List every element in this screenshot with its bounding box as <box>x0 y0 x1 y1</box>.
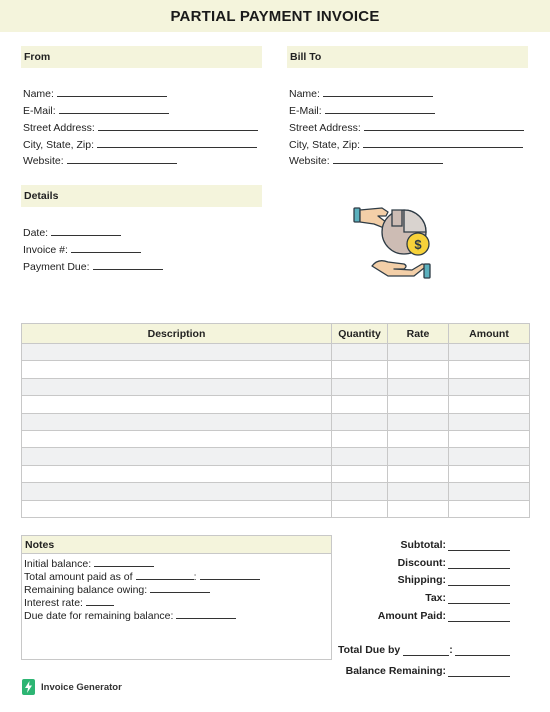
discount-input[interactable] <box>448 559 510 569</box>
shipping-row <box>330 573 510 586</box>
rate-cell[interactable] <box>388 483 449 500</box>
discount-label: Discount: <box>397 557 446 569</box>
table-row <box>22 483 530 500</box>
details-heading-label: Details <box>24 190 59 202</box>
from-street-label: Street Address: <box>23 122 95 134</box>
date-label: Date: <box>23 227 49 239</box>
subtotal-row <box>330 538 510 551</box>
amount-cell[interactable] <box>449 361 530 378</box>
total-due-input[interactable] <box>455 646 510 656</box>
col-description: Description <box>22 324 332 344</box>
from-email-label: E-Mail: <box>23 105 56 117</box>
invoice-number-field <box>23 243 141 256</box>
quantity-cell[interactable] <box>332 465 388 482</box>
subtotal-label: Subtotal: <box>400 539 446 551</box>
description-cell[interactable] <box>22 465 332 482</box>
discount-row <box>330 556 510 569</box>
description-cell[interactable] <box>22 483 332 500</box>
description-cell[interactable] <box>22 413 332 430</box>
initial-balance-line <box>24 557 154 570</box>
bill-to-name-field <box>289 87 433 100</box>
amount-cell[interactable] <box>449 430 530 447</box>
interest-rate-line <box>24 596 114 609</box>
from-email-field <box>23 104 169 117</box>
amount-cell[interactable] <box>449 378 530 395</box>
payment-due-input[interactable] <box>93 260 163 270</box>
quantity-cell[interactable] <box>332 430 388 447</box>
bill-to-email-field <box>289 104 435 117</box>
table-row <box>22 361 530 378</box>
quantity-cell[interactable] <box>332 344 388 361</box>
initial-balance-input[interactable] <box>94 557 154 567</box>
from-street-field <box>23 121 258 134</box>
from-heading <box>21 46 262 68</box>
table-row <box>22 448 530 465</box>
table-row <box>22 396 530 413</box>
remaining-balance-line <box>24 583 210 596</box>
quantity-cell[interactable] <box>332 378 388 395</box>
from-email-input[interactable] <box>59 104 169 114</box>
amount-paid-input[interactable] <box>448 612 510 622</box>
bill-to-city-label: City, State, Zip: <box>289 139 360 151</box>
bill-to-name-label: Name: <box>289 88 320 100</box>
amount-cell[interactable] <box>449 396 530 413</box>
table-row <box>22 413 530 430</box>
invoice-number-input[interactable] <box>71 243 141 253</box>
details-heading <box>21 185 262 207</box>
from-website-field <box>23 154 177 167</box>
description-cell[interactable] <box>22 448 332 465</box>
interest-rate-input[interactable] <box>86 596 114 606</box>
table-row <box>22 465 530 482</box>
total-due-date-input[interactable] <box>403 646 449 656</box>
amount-cell[interactable] <box>449 448 530 465</box>
bill-to-email-label: E-Mail: <box>289 105 322 117</box>
shipping-input[interactable] <box>448 576 510 586</box>
amount-cell[interactable] <box>449 465 530 482</box>
payment-exchange-icon <box>352 202 437 284</box>
bill-to-street-field <box>289 121 524 134</box>
quantity-cell[interactable] <box>332 483 388 500</box>
description-cell[interactable] <box>22 361 332 378</box>
table-row <box>22 344 530 361</box>
bill-to-website-field <box>289 154 443 167</box>
invoice-number-label: Invoice #: <box>23 244 68 256</box>
tax-row <box>330 591 510 604</box>
amount-cell[interactable] <box>449 500 530 517</box>
quantity-cell[interactable] <box>332 448 388 465</box>
amount-paid-label: Amount Paid: <box>377 610 446 622</box>
description-cell[interactable] <box>22 344 332 361</box>
remaining-balance-input[interactable] <box>150 583 210 593</box>
rate-cell[interactable] <box>388 378 449 395</box>
bill-to-heading-label: Bill To <box>290 51 322 63</box>
rate-cell[interactable] <box>388 344 449 361</box>
invoice-title: PARTIAL PAYMENT INVOICE <box>170 7 380 25</box>
total-paid-amount-input[interactable] <box>200 570 260 580</box>
rate-cell[interactable] <box>388 413 449 430</box>
description-cell[interactable] <box>22 430 332 447</box>
footer-brand[interactable] <box>22 679 122 695</box>
total-due-row <box>338 643 510 656</box>
due-date-input[interactable] <box>176 609 236 619</box>
amount-cell[interactable] <box>449 344 530 361</box>
total-paid-label: Total amount paid as of <box>24 571 133 583</box>
from-website-label: Website: <box>23 155 64 167</box>
bill-to-heading <box>287 46 528 68</box>
bill-to-city-field <box>289 138 523 151</box>
rate-cell[interactable] <box>388 361 449 378</box>
lightning-bolt-icon <box>22 679 35 695</box>
bill-to-city-input[interactable] <box>363 138 523 148</box>
items-header-row <box>22 324 530 344</box>
description-cell[interactable] <box>22 500 332 517</box>
bill-to-website-input[interactable] <box>333 154 443 164</box>
date-input[interactable] <box>51 226 121 236</box>
bill-to-website-label: Website: <box>289 155 330 167</box>
total-paid-line <box>24 570 260 583</box>
interest-rate-label: Interest rate: <box>24 597 83 609</box>
col-amount: Amount <box>449 324 530 344</box>
table-row <box>22 430 530 447</box>
bill-to-street-input[interactable] <box>364 121 524 131</box>
description-cell[interactable] <box>22 396 332 413</box>
shipping-label: Shipping: <box>397 574 446 586</box>
total-paid-date-input[interactable] <box>136 570 194 580</box>
amount-paid-row <box>330 609 510 622</box>
quantity-cell[interactable] <box>332 500 388 517</box>
from-name-label: Name: <box>23 88 54 100</box>
quantity-cell[interactable] <box>332 396 388 413</box>
quantity-cell[interactable] <box>332 413 388 430</box>
tax-label: Tax: <box>425 592 446 604</box>
svg-text:$: $ <box>414 237 422 252</box>
col-quantity: Quantity <box>332 324 388 344</box>
due-date-label: Due date for remaining balance: <box>24 610 174 622</box>
from-city-field <box>23 138 257 151</box>
initial-balance-label: Initial balance: <box>24 558 92 570</box>
bill-to-email-input[interactable] <box>325 104 435 114</box>
due-date-line <box>24 609 236 622</box>
total-due-label: Total Due by <box>338 644 401 656</box>
payment-due-label: Payment Due: <box>23 261 90 273</box>
amount-cell[interactable] <box>449 483 530 500</box>
total-due-colon: : <box>449 644 453 656</box>
title-bar <box>0 0 550 32</box>
from-website-input[interactable] <box>67 154 177 164</box>
rate-cell[interactable] <box>388 465 449 482</box>
notes-heading <box>22 536 331 554</box>
from-heading-label: From <box>24 51 51 63</box>
from-city-label: City, State, Zip: <box>23 139 94 151</box>
from-name-field <box>23 87 167 100</box>
bill-to-name-input[interactable] <box>323 87 433 97</box>
notes-heading-label: Notes <box>25 538 55 551</box>
bill-to-street-label: Street Address: <box>289 122 361 134</box>
notes-box <box>21 535 332 660</box>
rate-cell[interactable] <box>388 500 449 517</box>
description-cell[interactable] <box>22 378 332 395</box>
payment-due-field <box>23 260 163 273</box>
quantity-cell[interactable] <box>332 361 388 378</box>
from-city-input[interactable] <box>97 138 257 148</box>
balance-remaining-input[interactable] <box>448 667 510 677</box>
total-paid-colon: : <box>193 571 197 583</box>
subtotal-input[interactable] <box>448 541 510 551</box>
from-name-input[interactable] <box>57 87 167 97</box>
date-field <box>23 226 121 239</box>
balance-remaining-row <box>330 664 510 677</box>
col-rate: Rate <box>388 324 449 344</box>
rate-cell[interactable] <box>388 430 449 447</box>
balance-remaining-label: Balance Remaining: <box>345 665 446 677</box>
brand-name: Invoice Generator <box>41 681 122 693</box>
tax-input[interactable] <box>448 594 510 604</box>
table-row <box>22 500 530 517</box>
from-street-input[interactable] <box>98 121 258 131</box>
rate-cell[interactable] <box>388 448 449 465</box>
items-table <box>21 323 530 518</box>
amount-cell[interactable] <box>449 413 530 430</box>
remaining-balance-label: Remaining balance owing: <box>24 584 148 596</box>
table-row <box>22 378 530 395</box>
rate-cell[interactable] <box>388 396 449 413</box>
